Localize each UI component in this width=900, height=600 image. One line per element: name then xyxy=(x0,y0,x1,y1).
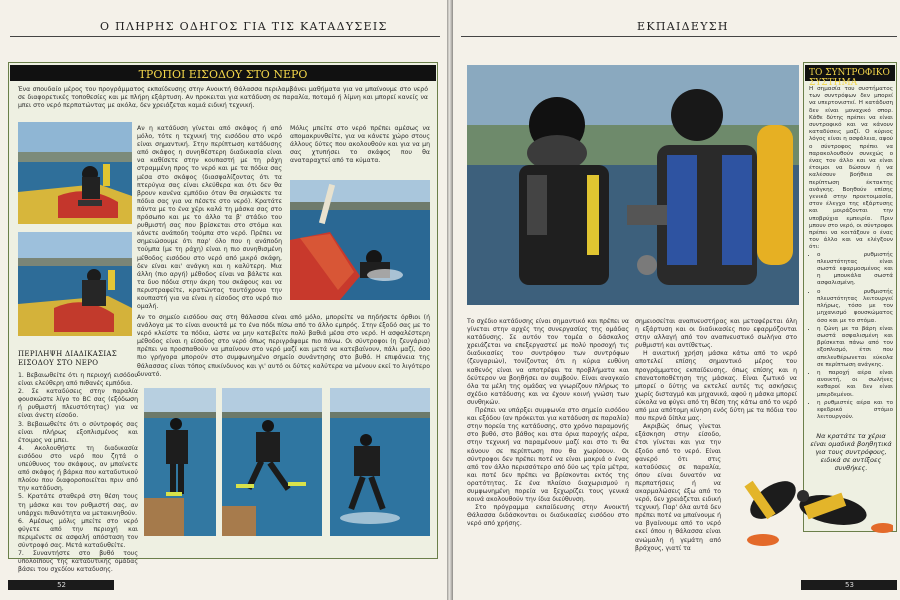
page-number: 52 xyxy=(8,580,114,590)
backroll-entry-photo xyxy=(290,180,430,300)
pier-entry-paragraph: Αν το σημείο εισόδου σας στη θάλασσα είναι από μόλο, μπορείτε να πηδήσετε όρθιοι (ή ανάλογα με το είναι ανοικτά με το ένα πόδι πίσω από το άλλο εμπρός. Στην έξοδό σας με το νερό κλείστε τα πόδια, ώστε να μην κατεβείτε πολύ βαθιά μέσα στο νερό. Η ασφαλέστερη μέθοδος είναι η είσοδος στο νερό όπως περιγράψαμε πιο πάνω. Οι σύντροφοι (η ζευγάρια) πρέπει να προσπαθούν να μπαίνουν στο νερό μαζί και μετά να κατεβαίνουν, πάλι μαζί, όσο πιο γρήγορα μπορούν στο συμφωνημένο σημείο συνάντησης στο βυθό. Η επιφάνεια της θάλασσας είναι τόπος επικίνδυνος και γι' αυτό οι δύτες καλύτερα να μένουν εκεί το λιγότερο δυνατό. xyxy=(137,314,430,378)
boat-entry-photo-2 xyxy=(18,232,132,336)
underwater-divers-photo xyxy=(723,440,893,570)
buddy-check-photo xyxy=(467,65,799,305)
running-head: Ο ΠΛΗΡΗΣ ΟΔΗΓΟΣ ΓΙΑ ΤΙΣ ΚΑΤΑΔΥΣΕΙΣ xyxy=(100,20,388,33)
section-title: ΤΡΟΠΟΙ ΕΙΣΟΔΟΥ ΣΤΟ ΝΕΡΟ xyxy=(10,65,436,81)
procedure-box xyxy=(18,350,138,574)
running-head: ΕΚΠΑΙΔΕΥΣΗ xyxy=(637,20,729,33)
checklist-item: • η παροχή αέρα είναι ανοικτή, οι σωλήνες καθαροί και δεν είναι μπερδεμένοι. xyxy=(817,370,893,399)
procedure-step: 1. Βεβαιωθείτε ότι η περιοχή εισόδου είναι ελεύθερη από πιθανές εμπόδια. xyxy=(18,372,138,388)
body-paragraph: Πρέπει να υπάρξει συμφωνία στο σημείο εισόδου και εξόδου (αν πρόκειται για κατάδυση σε παραλία) στην πορεία της κατάδυσης, στο χρόνο παραμονής στο βυθό, στο βάθος και στα όρια παροχής αέρα, στην τεχνική να παραμένουν μαζί και στο τι θα κάνουν σε περίπτωση που θα χωρίσουν. Οι σύντροφοι δεν πρέπει ποτέ να είναι μακριά ο ένας από τον άλλο περισσότερο από δύο ως τρία μέτρα, και ποτέ δεν πρέπει να βρίσκονται εκτός της ορατότητας. Σε ένα πλαίσιο διαχωρισμού η συμφωνημένη πορεία να ξεχωρίζει τους γενικά κοινά ακολουθούν την ίδια διεύθυνση. xyxy=(467,407,629,504)
body-paragraph: Το σχέδιο κατάδυσης είναι σημαντικό και πρέπει να γίνεται στην αρχές της συνεργασίας της ομάδας κατάδυσης. Σε αυτόν τον τομέα ο δάσκαλος χρειάζεται να επεξεργαστεί με πολύ προσοχή τις διαδικασίες του συντρόφου των συντρόφων (ζευγαριών), τονίζοντας ότι η κύρια ευθύνη καθενός είναι να αποτρέψει τα προβλήματα και δεύτερον να βοηθήσει αν συμβούν. Είναι αναγκαίο όλα τα μέλη της ομάδας να γνωρίζουν πλήρως το σχέδιο κατάδυσης και να έχουν κοινή γνώση των συνθηκών. xyxy=(467,318,629,406)
body-paragraph: Η ανιατική χρήση μάσκα κάτω από το νερό αποτελεί επίσης σημαντικό μέρος του προγράμματος εκπαίδευσης, όπως επίσης και η επανατοποθέτηση της μάσκας. Είναι ζωτικό να μπορεί ο δύτης να εκτελεί αυτές τις ασκήσεις χωρίς δισταγμό και μηχανικά, αφού η μάσκα μπορεί εύκολα να φύγει από τη θέση της κάτω από το νερό από μια απότομη κίνηση ενός δύτη με τα πόδια του που περνά δίπλα μας. xyxy=(635,350,797,423)
intro-paragraph: Ένα σπουδαίο μέρος του προγράμματος εκπαίδευσης στην Ανοικτή Θάλασσα περιλαμβάνει μαθήματα για να μπαίνουμε στο νερό σε διαφορετικές τοποθεσίες και με πλήρη εξάρτυση. Αν προκειται για κατάδυση σε παραλία, ποταμό ή λίμνη και μπορεί κανείς να μπει στο νερό περπατώντας με ακόλα, δεν χρειάζεται καμιά ειδική τεχνική. xyxy=(18,86,428,110)
checklist-item: • ο ρυθμιστής πλευστότητας λειτουργεί πλήρως, τόσο με τον μηχανισμό φουσκώματος όσο και με το στόμα. xyxy=(817,289,893,325)
procedure-step: 5. Κρατάτε σταθερά στη θέση τους τη μάσκα και τον ρυθμιστή σας, αν υπάρχει πιθανότητα να μετακινηθούν. xyxy=(18,493,138,517)
procedure-step: 4. Ακολουθήστε τη διαδικασία εισόδου στο νερό που ζητά ο υπεύθυνος του σκάφους, αν μπαίνετε από σκάφος ή βάρκα που καταδυτικού πλοίου που διαφοροποιείται πριν από την κατάδυση. xyxy=(18,444,138,493)
boat-entry-photo-1 xyxy=(18,122,132,224)
procedure-list xyxy=(18,372,138,574)
procedure-step: 2. Σε καταδύσεις στην παραλία φουσκώστε λίγο το BC σας (εξόδωση ή ρυθμιστή πλευστότητας) για να είναι άνετη είσοδο. xyxy=(18,388,138,420)
move-away-paragraph: Μόλις μπείτε στο νερό πρέπει αμέσως να απομακρυνθείτε, για να κάνετε χώρο στους άλλους δύτες που ακολουθούν και για να μη σας χτυπήσει το σκάφος που θα αναταραχτεί από τα κύματα. xyxy=(290,125,430,165)
body-paragraph: Ακριβώς όπως γίνεται εξάσκηση στην είσοδο, έτσι γίνεται και για την έξοδο από το νερό. Είναι φανερό ότι στις καταδύσεις σε παραλία, όπου είναι δυνατόν να περπατήσεις ή να ακαρμαλώσεις έξω από το νερό, δεν χρειάζεται ειδική τεχνική. Παρ' όλα αυτά δεν πρέπει ποτέ να μπαίνουμε ή να βγαίνουμε από το νερό εκεί όπου η θάλασσα είναι ανώμαλη ή γεμάτη από βράχους, γιατί τα xyxy=(635,423,722,552)
procedure-step: 3. Βεβαιωθείτε ότι ο σύντροφός σας είναι πλήρως εξοπλισμένος και έτοιμος να μπει. xyxy=(18,420,138,444)
body-column-1 xyxy=(467,318,629,528)
procedure-heading: ΠΕΡΙΛΗΨΗ ΔΙΑΔΙΚΑΣΙΑΣ ΕΙΣΟΔΟΥ ΣΤΟ ΝΕΡΟ xyxy=(18,350,118,367)
photo-caption: Να κρατάτε τα χέρια είναι ομαδικά βοηθητικά για τους συντρόφους, ειδικά σε αντίξοες συνθήκες. xyxy=(810,432,892,472)
header-rule xyxy=(10,36,440,37)
body-paragraph: σημειοσείται αναπνευστήρας και μεταφέρεται όλη η εξάρτυση και οι διαδικασίες που εφαρμόζονται στην αλλαγή από τον αναπνευστικό σωλήνα στο ρυθμιστή και αντίθετως. xyxy=(635,318,797,350)
left-page xyxy=(0,0,447,600)
body-paragraph: Στο πρόγραμμα εκπαίδευσης στην Ανοικτή Θάλασσα διδάσκονται οι διαδικασίες εισόδου στο νερό από χρήσης. xyxy=(467,504,629,528)
sidebar-text xyxy=(809,86,893,422)
procedure-step: 6. Αμέσως μόλις μπείτε στο νερό φύγετε από την περιοχή και περιμένετε σε ασφαλή απόσταση τον σύντροφό σας. Μετά καταδυθείτε. xyxy=(18,517,138,549)
page-number: 53 xyxy=(801,580,897,590)
pier-jump-photo-1 xyxy=(144,388,216,536)
sidebar-checklist xyxy=(809,252,893,422)
checklist-item: • ο ρυθμιστής πλευστότητας είναι σωστά εφαρμοσμένος και η μπουκάλα σωστά ασφαλισμένη. xyxy=(817,252,893,288)
sidebar-title: ΤΟ ΣΥΝΤΡΟΦΙΚΟ ΣΥΣΤΗΜΑ xyxy=(805,65,895,81)
header-rule xyxy=(461,36,897,37)
checklist-item: • η ρυθμιστές αέρα και το εφεδρικό στόμιο λειτουργούν. xyxy=(817,400,893,422)
checklist-item: • η ζώνη με τα βάρη είναι σωστά ασφαλισμένη και βρίσκεται πάνω από τον εξοπλισμό, έτσι που απελευθέρωνεται εύκολα σε περίπτωση ανάγκης. xyxy=(817,326,893,369)
pier-jump-photo-2 xyxy=(222,388,322,536)
procedure-step: 7. Συναντήστε στο βυθό τους υπολοίπους της καταδυτικής ομάδας βάσει του σχεδίου καταδυσης. xyxy=(18,550,138,574)
sidebar-paragraph: Η σημασία του συστήματος των συντρόφων δεν μπορεί να υπερτονιστεί. Η κατάδυση δεν είναι μοναχικό σπορ. Κάθε δύτης πρέπει να είναι συντροφικό και να κάνουν καταδύσεις μαζί. Ο κύριος λόγος είναι η ασφάλεια, αφού ο σύντροφος πρέπει να παρακολουθούν συνεχώς ο ένας τον άλλο και να είναι έτοιμοι να δώσουν ή να καλέσουν βοήθεια σε περίπτωση έκτακτης ανάγκης. Βοηθούν επίσης γενικά στην προετοιμασία, στον έλεγχο της εξάρτυσης και μοιράζονται την υποβρύχια εμπειρία. Πριν μπουν στο νερό, οι σύντροφοι πρέπει να κοιτάξουν ο ένας τον άλλο και να ελέγξουν ότι: xyxy=(809,86,893,251)
right-page xyxy=(453,0,900,600)
pier-jump-photo-3 xyxy=(330,388,430,536)
boat-entry-paragraph: Αν η κατάδυση γίνεται από σκάφος ή από μόλο, τότε η τεχνική της εισόδου στο νερό είναι σημαντική. Στην περίπτωση κατάδυσης από σκάφος η συνηθέστερη διαδικασία είναι να καθίσετε στην κουπαστή με τη ράχη στραμμένη προς το νερό και με τα πόδια σας μέσα στο σκάφος (διασφαλίζοντας ότι τα πτερύγια σας είναι ελεύθερα και ότι δεν θα βρουν κανένα εμπόδιο όταν θα σηκώσετε τα πόδια σας για να πέσετε στο νερό). Κρατάτε πάντα με το ένα χέρι καλά τη μάσκα σας στο πρόσωπο και με το άλλο τα β' στάδιο του ρυθμιστή σας που βρίσκεται στο στόμα και κάνετε ανάποδη τούμπα στο νερό. Πρέπει να σημειώσουμε ότι παρ' όλο που η ανάποδη τούμπα (με τη ράχη) είναι η πιο συνηθισμένη μέθοδος εισόδου στο νερό από μικρό σκάφη, δεν είναι και' ανάγκη και η καλύτερη. Μια άλλη (πιο αργή) μέθοδος είναι να βάλετε και τα δυο πόδια στην άκρη του σκάφους και να περιστραφείτε, κρατώντας ταυτόχρονα την κουπαστή για να είναι η είσοδος στο νερό πιο ομαλή. xyxy=(137,125,282,311)
